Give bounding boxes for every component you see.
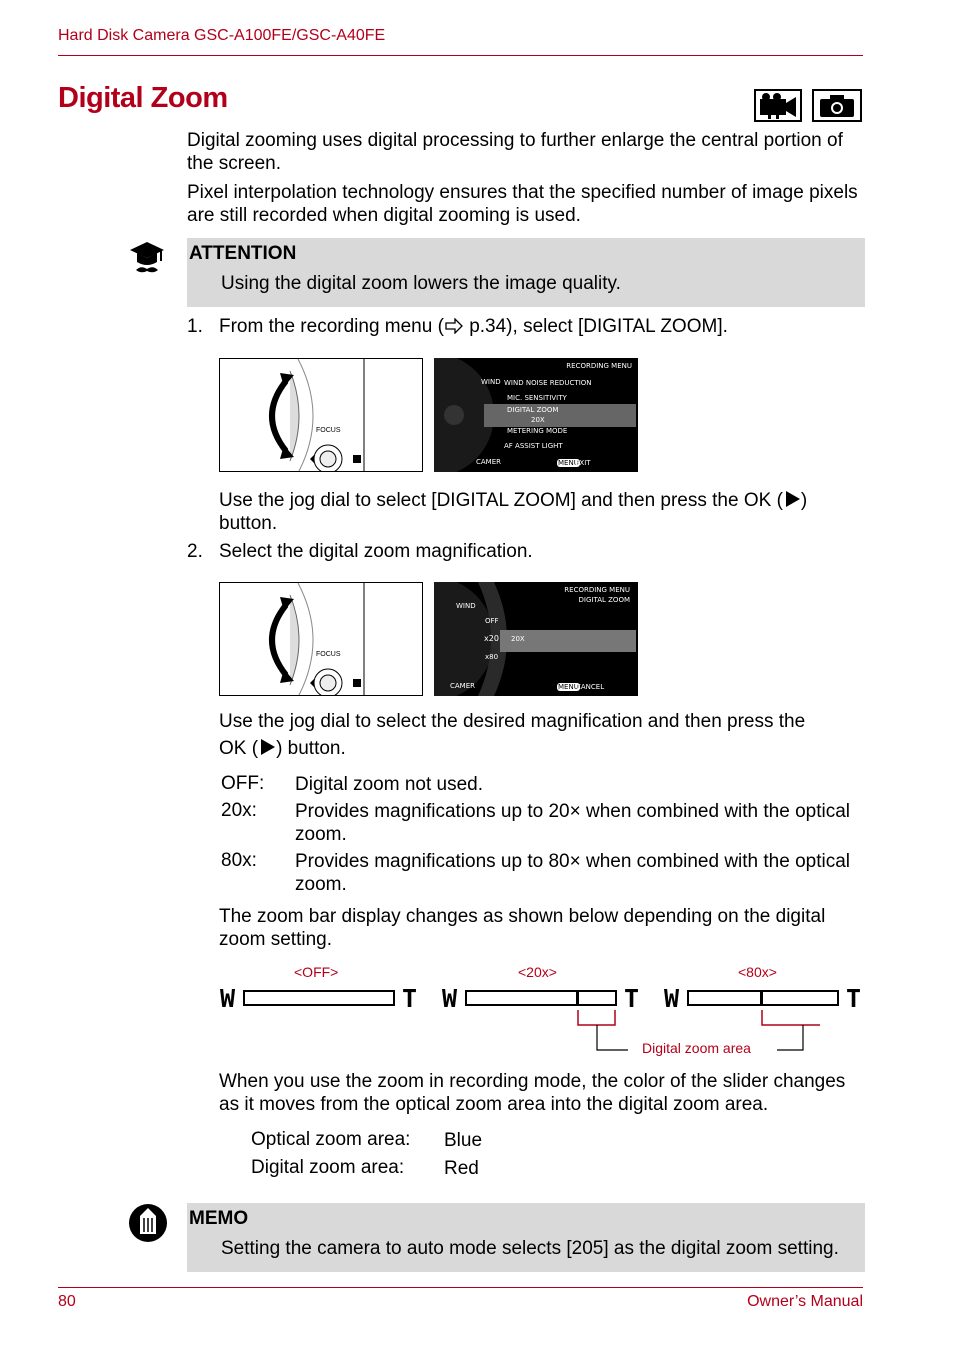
intro-paragraph-2: Pixel interpolation technology ensures that the specified number of image pixels are still recorded when digital zooming is used. [187, 182, 858, 226]
menu-item: WIND NOISE REDUCTION [504, 379, 592, 387]
section-title: Digital Zoom [58, 82, 228, 114]
menu-button-label: MENU [558, 683, 579, 691]
step-text-before: From the recording menu ( [219, 316, 444, 337]
header-rule [58, 55, 863, 56]
zoom-t-label: T [402, 984, 418, 1013]
step-text-after: p.34), select [DIGITAL ZOOM]. [463, 316, 728, 337]
option-key: 80x: [221, 850, 257, 871]
zoom-bar-label-off: <OFF> [294, 964, 339, 980]
menu-side-icon: CAMER [450, 682, 476, 690]
zoom-w-label: W [664, 984, 680, 1013]
menu-footer: EXIT [575, 459, 591, 467]
zoom-bar-20x [465, 990, 617, 1006]
attention-icon [128, 240, 166, 281]
color-key: Digital zoom area: [251, 1157, 405, 1178]
step-1-note [219, 489, 867, 535]
option-value: Provides magnifications up to 80× when combined with the optical zoom. [295, 851, 851, 895]
step-2-note-line2 [219, 737, 867, 760]
menu-side-icon: WIND [456, 602, 476, 610]
focus-label: FOCUS [316, 427, 341, 434]
zoom-bar-label-20x: <20x> [518, 964, 557, 980]
jog-dial-illustration [219, 358, 423, 472]
step-2-note-line1: Use the jog dial to select the desired magnification and then press the [219, 711, 806, 732]
menu-item-value: 20X [531, 416, 545, 424]
menu-button-label: MENU [558, 459, 579, 467]
zoom-t-label: T [846, 984, 862, 1013]
page-reference-arrow-icon [444, 318, 464, 334]
zoom-t-label: T [624, 984, 640, 1013]
menu-item: MIC. SENSITIVITY [507, 394, 567, 402]
step-number: 2. [187, 541, 203, 562]
zoom-w-label: W [442, 984, 458, 1013]
attention-box [187, 238, 865, 307]
menu-item-selected: DIGITAL ZOOM [507, 406, 559, 414]
zoom-option: x80 [485, 653, 499, 661]
menu-subheader: DIGITAL ZOOM [578, 596, 630, 604]
zoom-bar-label-80x: <80x> [738, 964, 777, 980]
note-text-before: OK ( [219, 738, 259, 759]
footer-rule [58, 1287, 863, 1288]
ok-play-icon [258, 738, 276, 756]
attention-body: Using the digital zoom lowers the image quality. [221, 273, 621, 294]
memo-title: MEMO [189, 1208, 249, 1229]
menu-side-icon: CAMER [476, 458, 502, 466]
attention-title: ATTENTION [189, 243, 297, 264]
menu-item: METERING MODE [507, 427, 568, 435]
memo-pencil-icon [128, 1203, 168, 1248]
option-value: Provides magnifications up to 20× when combined with the optical zoom. [295, 801, 851, 845]
zoom-option: OFF [485, 617, 499, 625]
zoom-w-label: W [220, 984, 236, 1013]
footer-title: Owner’s Manual [747, 1293, 863, 1310]
zoom-bar-description: The zoom bar display changes as shown below depending on the digital zoom setting. [219, 906, 826, 950]
note-text-before: Use the jog dial to select [DIGITAL ZOOM] and then press the OK ( [219, 490, 783, 511]
color-value: Red [444, 1158, 479, 1179]
step-number: 1. [187, 316, 203, 337]
zoom-bar-divider [760, 990, 763, 1006]
option-key: 20x: [221, 800, 257, 821]
zoom-bar-80x [687, 990, 839, 1006]
menu-footer: CANCEL [576, 683, 605, 691]
focus-label: FOCUS [316, 651, 341, 658]
color-key: Optical zoom area: [251, 1129, 411, 1150]
zoom-option: x20 [484, 634, 499, 643]
digital-zoom-screen [434, 582, 638, 696]
zoom-selected-value: 20X [511, 635, 525, 643]
option-value: Digital zoom not used. [295, 774, 483, 795]
video-camera-icon [754, 89, 802, 122]
step-text: Select the digital zoom magnification. [219, 541, 533, 562]
page-number: 80 [58, 1293, 76, 1310]
ok-play-icon [783, 490, 801, 508]
menu-item: AF ASSIST LIGHT [504, 442, 563, 450]
jog-dial-illustration [219, 582, 423, 696]
intro-paragraph-1: Digital zooming uses digital processing to further enlarge the central portion of the screen. [187, 130, 843, 174]
zoom-bar-off [243, 990, 395, 1006]
note-text-after: ) button. [219, 490, 808, 534]
digital-zoom-area-label: Digital zoom area [642, 1040, 751, 1056]
slider-color-description: When you use the zoom in recording mode, the color of the slider changes as it moves from the optical zoom area into the digital zoom area. [219, 1071, 846, 1115]
color-value: Blue [444, 1130, 483, 1151]
option-key: OFF: [221, 773, 265, 794]
zoom-bar-divider [576, 990, 579, 1006]
menu-header: RECORDING MENU [566, 362, 632, 370]
memo-box [187, 1203, 865, 1272]
still-camera-icon [812, 89, 862, 122]
menu-side-icon: WIND [481, 378, 501, 386]
recording-menu-screen [434, 358, 638, 472]
running-header: Hard Disk Camera GSC-A100FE/GSC-A40FE [58, 27, 386, 44]
note-text-after: ) button. [276, 738, 346, 759]
menu-header: RECORDING MENU [564, 586, 630, 594]
memo-body: Setting the camera to auto mode selects [205] as the digital zoom setting. [221, 1238, 839, 1259]
step-text [219, 316, 728, 338]
